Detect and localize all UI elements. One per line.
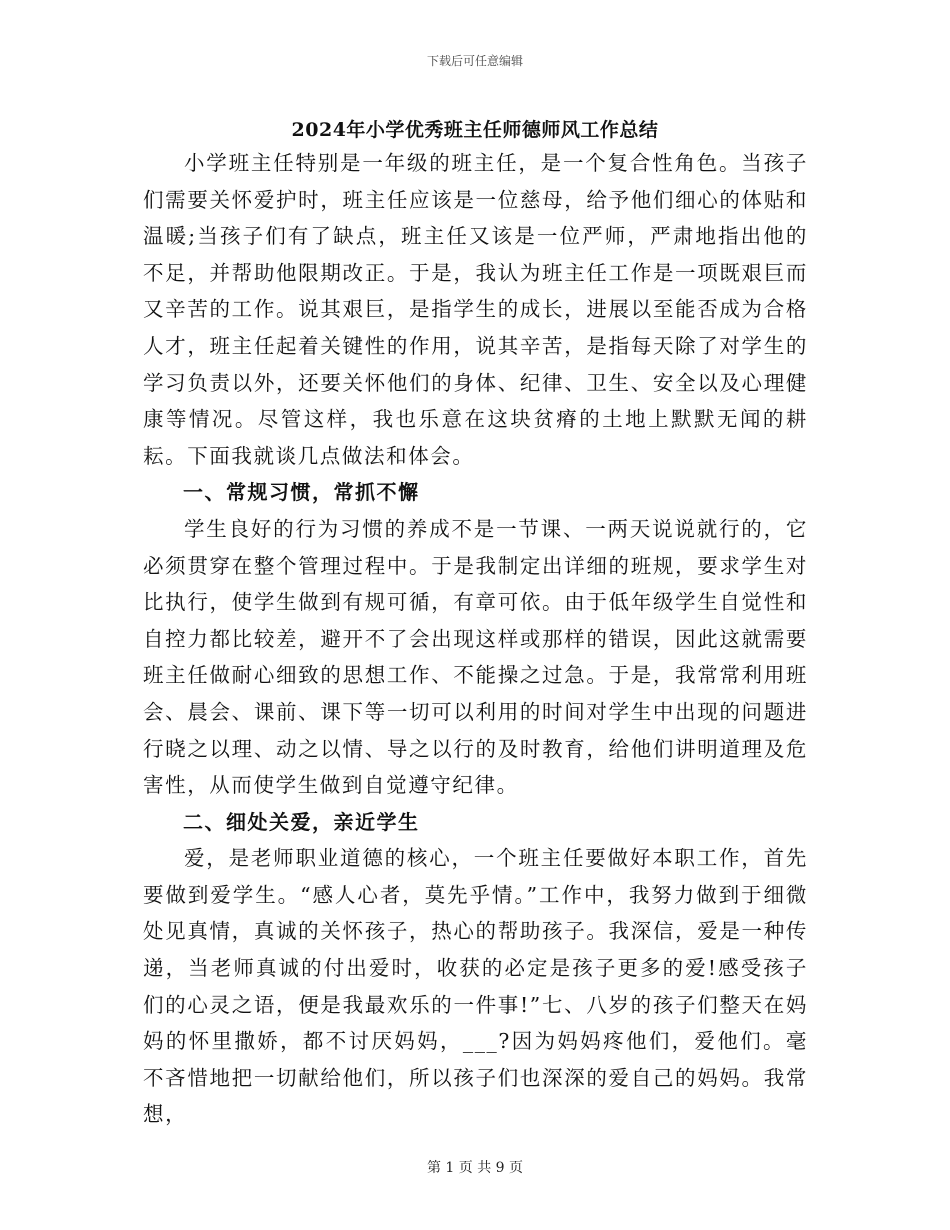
section-1-heading: 一、常规习惯，常抓不懈 (183, 480, 420, 505)
document-body (143, 145, 808, 1133)
header-note: 下载后可任意编辑 (426, 54, 523, 68)
intro-paragraph: 小学班主任特别是一年级的班主任，是一个复合性角色。当孩子们需要关怀爱护时，班主任应该是一位慈母，给予他们细心的体贴和温暖;当孩子们有了缺点，班主任又该是一位严师，严肃地指出他的不足，并帮助他限期改正。于是，我认为班主任工作是一项既艰巨而又辛苦的工作。说其艰巨，是指学生的成长，进展以至能否成为合格人才，班主任起着关键性的作用，说其辛苦，是指每天除了对学生的学习负责以外，还要关怀他们的身体、纪律、卫生、安全以及心理健康等情况。尽管这样，我也乐意在这块贫瘠的土地上默默无闻的耕耘。下面我就谈几点做法和体会。 (143, 151, 808, 468)
page-number: 第 1 页 共 9 页 (426, 1160, 524, 1176)
section-1-paragraph: 学生良好的行为习惯的养成不是一节课、一两天说说就行的，它必须贯穿在整个管理过程中。于是我制定出详细的班规，要求学生对比执行，使学生做到有规可循，有章可依。由于低年级学生自觉性和自控力都比较差，避开不了会出现这样或那样的错误，因此这就需要班主任做耐心细致的思想工作、不能操之过急。于是，我常常利用班会、晨会、课前、课下等一切可以利用的时间对学生中出现的问题进行晓之以理、动之以情、导之以行的及时教育，给他们讲明道理及危害性，从而使学生做到自觉遵守纪律。 (143, 516, 808, 798)
document-title: 2024年小学优秀班主任师德师风工作总结 (291, 119, 659, 141)
section-2-paragraph: 爱，是老师职业道德的核心，一个班主任要做好本职工作，首先要做到爱学生。“感人心者，莫先乎情。”工作中，我努力做到于细微处见真情，真诚的关怀孩子，热心的帮助孩子。我深信，爱是一种传递，当老师真诚的付出爱时，收获的必定是孩子更多的爱!感受孩子们的心灵之语，便是我最欢乐的一件事!”七、八岁的孩子们整天在妈妈的怀里撒娇，都不讨厌妈妈，___?因为妈妈疼他们，爱他们。毫不吝惜地把一切献给他们，所以孩子们也深深的爱自己的妈妈。我常想， (143, 846, 808, 1127)
section-2-heading: 二、细处关爱，亲近学生 (183, 809, 420, 834)
